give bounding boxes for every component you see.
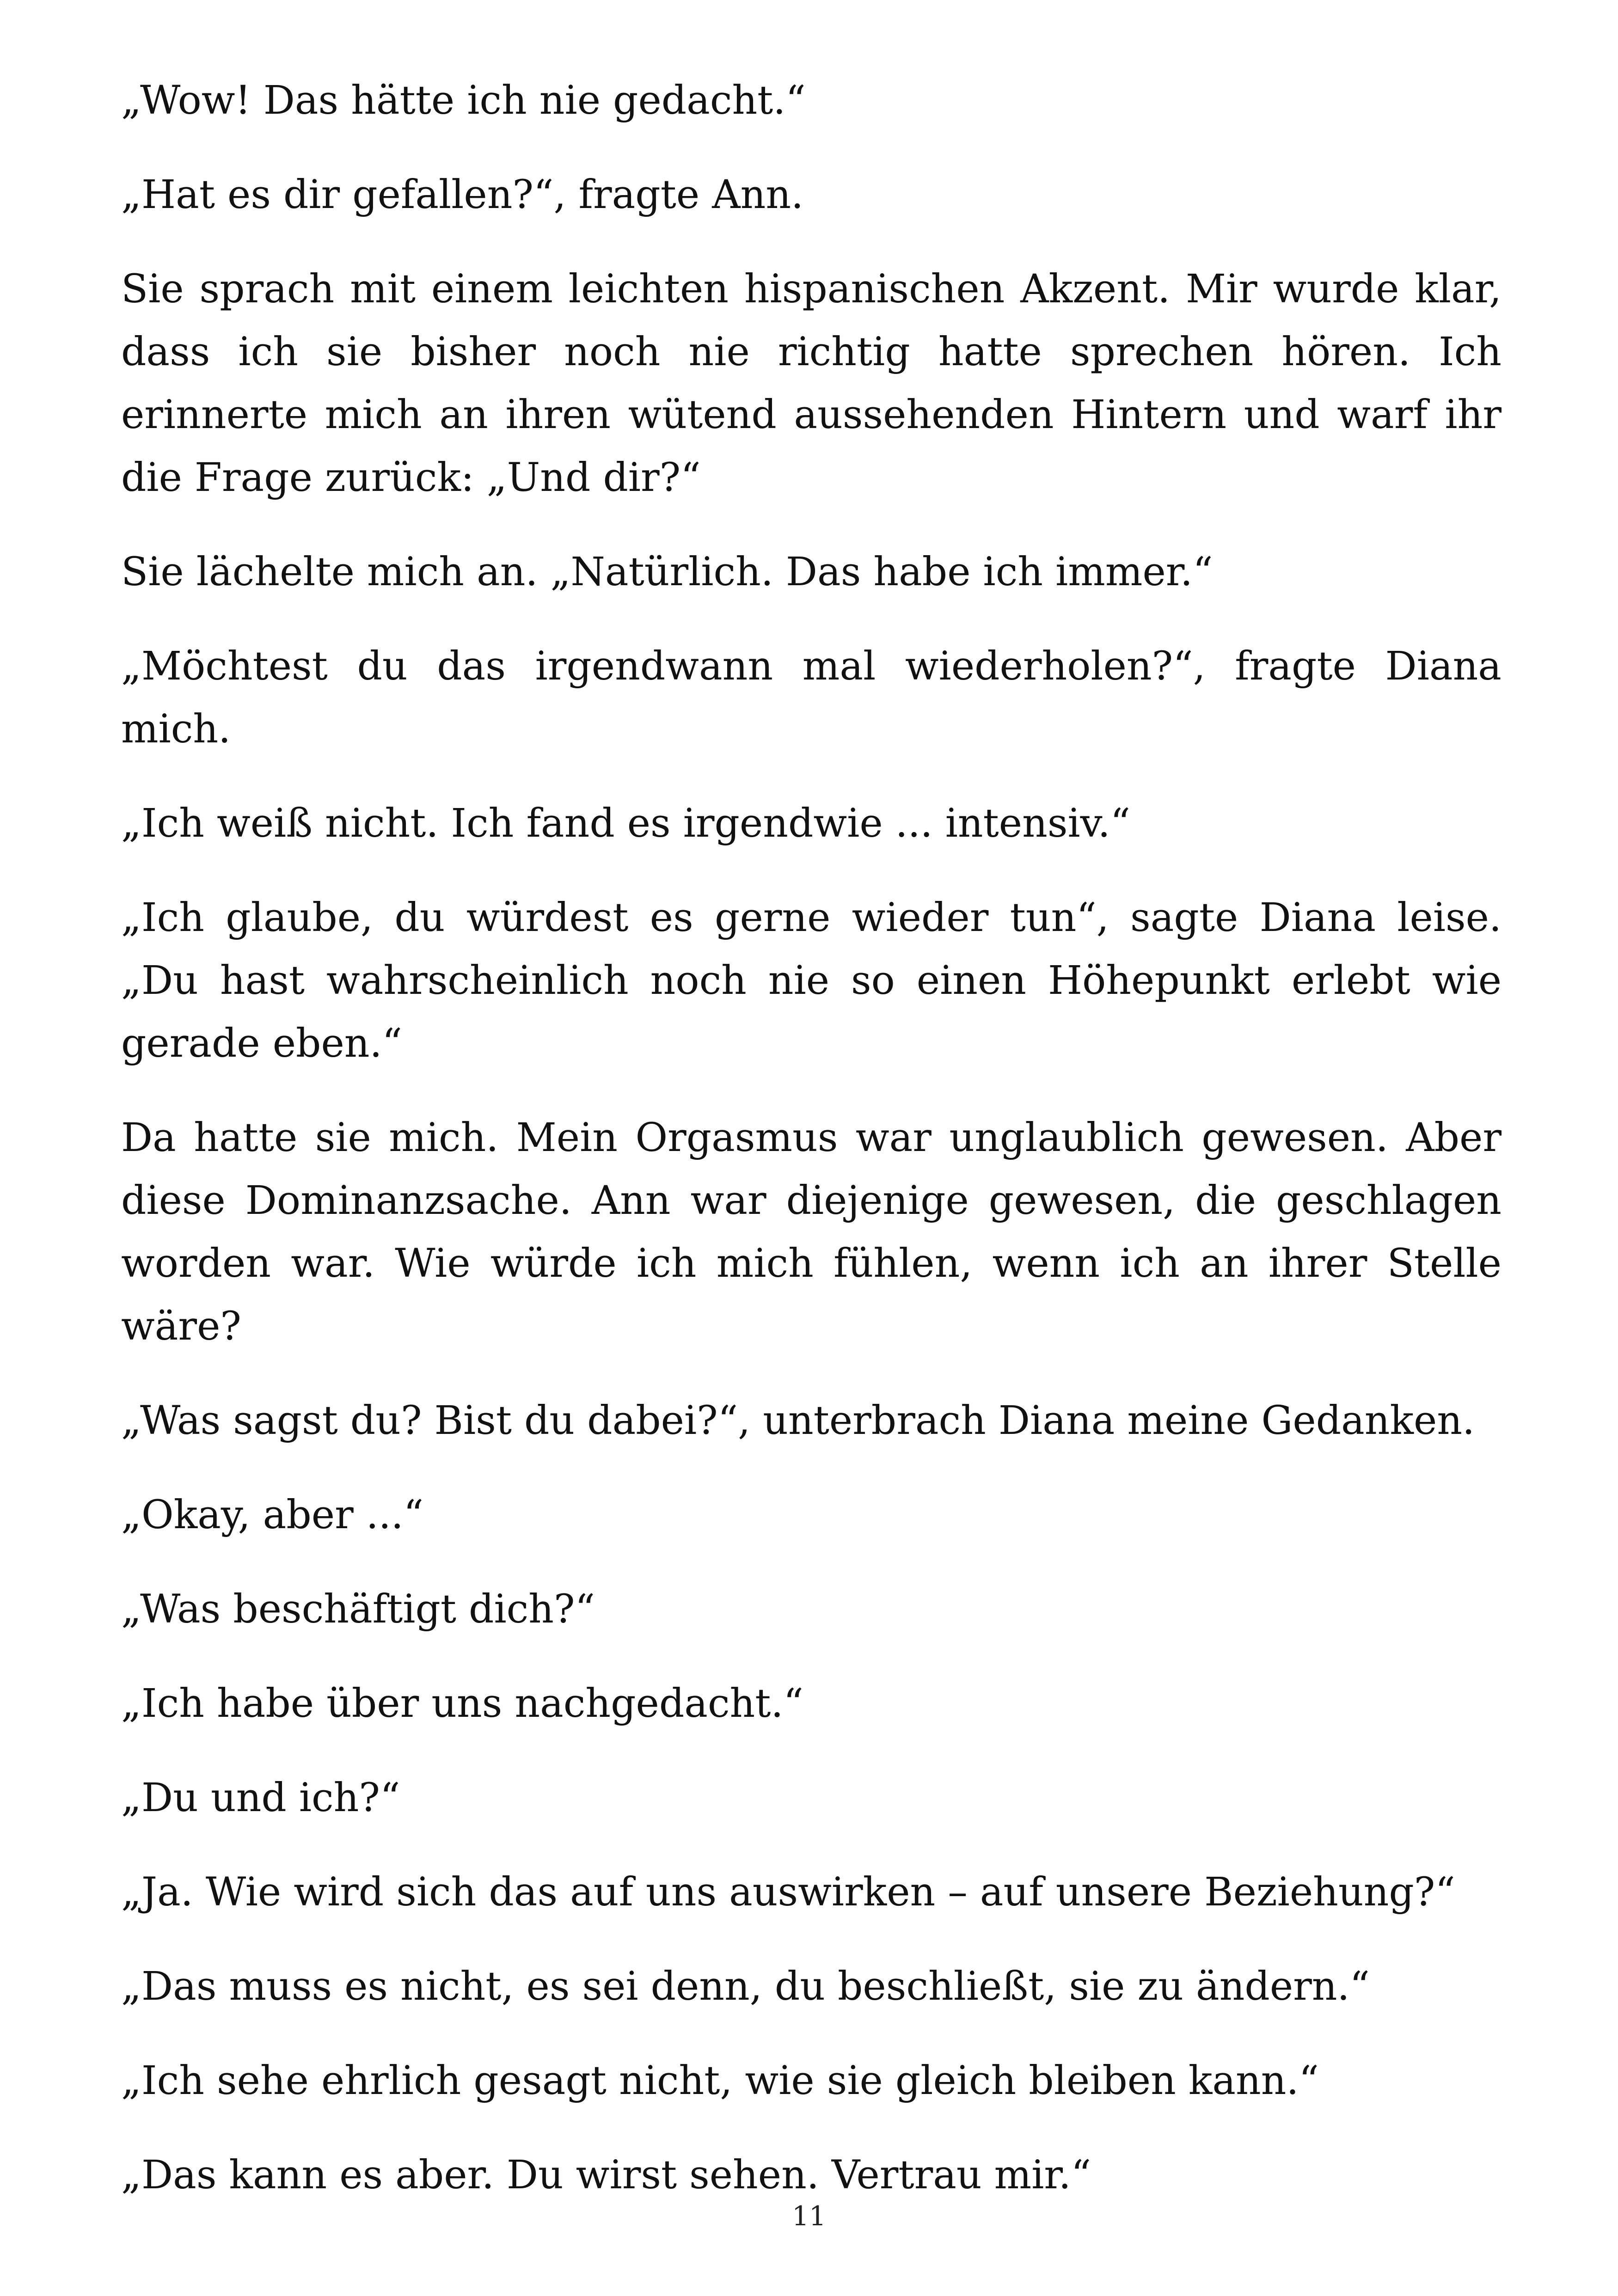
paragraph: Sie lächelte mich an. „Natürlich. Das habe ich immer.“ bbox=[121, 549, 1213, 595]
paragraph: „Das muss es nicht, es sei denn, du beschließt, sie zu ändern.“ bbox=[121, 1964, 1370, 2009]
paragraph: „Ja. Wie wird sich das auf uns auswirken – auf unsere Beziehung?“ bbox=[121, 1869, 1455, 1915]
paragraph: „Ich weiß nicht. Ich fand es irgendwie ... intensiv.“ bbox=[121, 801, 1131, 846]
paragraph: Sie sprach mit einem leichten hispanischen Akzent. Mir wurde klar, dass ich sie bisher noch nie richtig hatte sprechen hören. Ich erinnerte mich an ihren wütend aussehenden Hintern und warf ihr die Frage zurück: „Und dir?“ bbox=[121, 266, 1502, 501]
paragraph: „Okay, aber ...“ bbox=[121, 1492, 424, 1538]
paragraph: „Du und ich?“ bbox=[121, 1775, 400, 1821]
paragraph: „Wow! Das hätte ich nie gedacht.“ bbox=[121, 78, 806, 123]
paragraph: „Ich habe über uns nachgedacht.“ bbox=[121, 1681, 803, 1727]
body-text bbox=[121, 69, 1502, 2238]
paragraph: Da hatte sie mich. Mein Orgasmus war unglaublich gewesen. Aber diese Dominanzsache. Ann war diejenige gewesen, die geschlagen worden war. Wie würde ich mich fühlen, wenn ich an ihrer Stelle wäre? bbox=[121, 1115, 1502, 1349]
paragraph: „Hat es dir gefallen?“, fragte Ann. bbox=[121, 172, 804, 218]
paragraph: „Was beschäftigt dich?“ bbox=[121, 1586, 595, 1632]
paragraph: „Ich sehe ehrlich gesagt nicht, wie sie gleich bleiben kann.“ bbox=[121, 2058, 1319, 2104]
paragraph: „Was sagst du? Bist du dabei?“, unterbrach Diana meine Gedanken. bbox=[121, 1398, 1475, 1444]
paragraph: „Das kann es aber. Du wirst sehen. Vertrau mir.“ bbox=[121, 2152, 1091, 2198]
paragraph: „Ich glaube, du würdest es gerne wieder tun“, sagte Diana leise. „Du hast wahrscheinlich noch nie so einen Höhepunkt erlebt wie gerade eben.“ bbox=[121, 895, 1502, 1066]
page-number: 11 bbox=[792, 2200, 826, 2232]
paragraph: „Möchtest du das irgendwann mal wiederholen?“, fragte Diana mich. bbox=[121, 643, 1502, 752]
